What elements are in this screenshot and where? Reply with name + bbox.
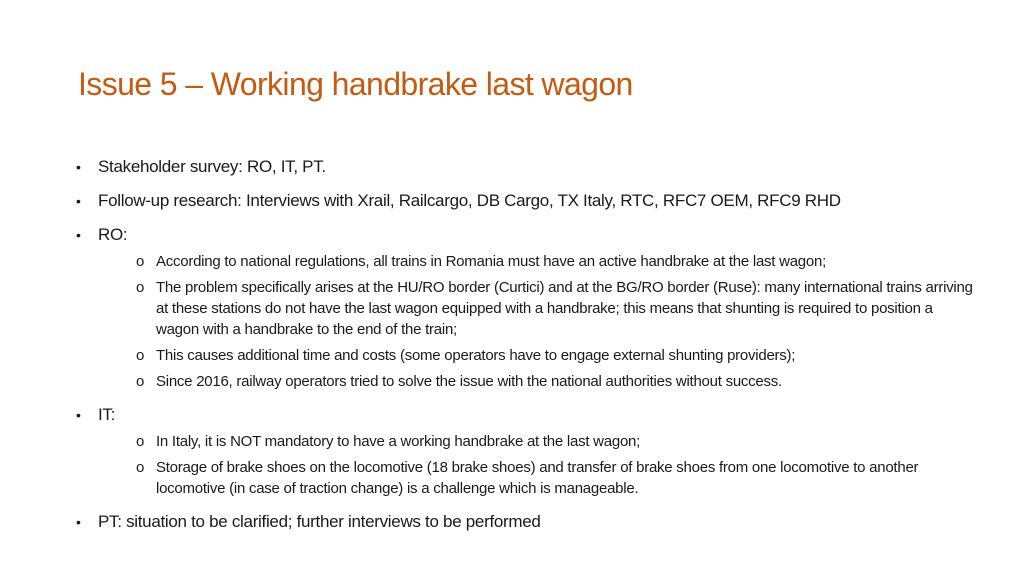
bullet-pt bbox=[76, 511, 976, 533]
it-sublist bbox=[76, 431, 976, 499]
slide-title: Issue 5 – Working handbrake last wagon bbox=[78, 66, 633, 102]
bullet-text: RO: bbox=[98, 225, 128, 244]
bullet-text: PT: situation to be clarified; further interviews to be performed bbox=[98, 512, 541, 531]
bullet-ro bbox=[76, 224, 976, 246]
sub-bullet bbox=[136, 457, 976, 499]
sub-bullet bbox=[136, 345, 976, 366]
sub-bullet bbox=[136, 371, 976, 392]
bullet-it bbox=[76, 404, 976, 426]
sub-bullet-text: Since 2016, railway operators tried to solve the issue with the national authorities without success. bbox=[156, 373, 782, 390]
sub-marker: o bbox=[136, 459, 145, 476]
sub-marker: o bbox=[136, 347, 145, 364]
sub-marker: o bbox=[136, 433, 145, 450]
sub-marker: o bbox=[136, 253, 145, 270]
sub-marker: o bbox=[136, 373, 145, 390]
sub-bullet-text: According to national regulations, all trains in Romania must have an active handbrake at the last wagon; bbox=[156, 253, 826, 270]
sub-bullet-text: In Italy, it is NOT mandatory to have a working handbrake at the last wagon; bbox=[156, 433, 641, 450]
bullet-follow-up-research bbox=[76, 190, 976, 212]
sub-bullet bbox=[136, 277, 976, 340]
bullet-marker: • bbox=[76, 227, 81, 243]
bullet-text: IT: bbox=[98, 405, 116, 424]
sub-bullet bbox=[136, 431, 976, 452]
sub-marker: o bbox=[136, 279, 145, 296]
ro-sublist bbox=[76, 251, 976, 392]
bullet-stakeholder-survey bbox=[76, 156, 976, 178]
sub-bullet-text: This causes additional time and costs (some operators have to engage external shunting providers); bbox=[156, 347, 796, 364]
bullet-marker: • bbox=[76, 514, 81, 530]
bullet-marker: • bbox=[76, 159, 81, 175]
bullet-text: Follow-up research: Interviews with Xrail, Railcargo, DB Cargo, TX Italy, RTC, RFC7 OEM, RFC9 RHD bbox=[98, 191, 841, 210]
bullet-marker: • bbox=[76, 193, 81, 209]
bullet-text: Stakeholder survey: RO, IT, PT. bbox=[98, 157, 326, 176]
sub-bullet-text: The problem specifically arises at the HU/RO border (Curtici) and at the BG/RO border (Ruse): many international trains arriving at these stations do not have the last wagon equipped with a handbrake; this means that shunting is required to position a wagon with a handbrake to the end of the train; bbox=[156, 279, 973, 338]
slide-body bbox=[76, 156, 976, 545]
sub-bullet-text: Storage of brake shoes on the locomotive (18 brake shoes) and transfer of brake shoes from one locomotive to another locomotive (in case of traction change) is a challenge which is manageable. bbox=[156, 459, 919, 497]
bullet-marker: • bbox=[76, 407, 81, 423]
sub-bullet bbox=[136, 251, 976, 272]
